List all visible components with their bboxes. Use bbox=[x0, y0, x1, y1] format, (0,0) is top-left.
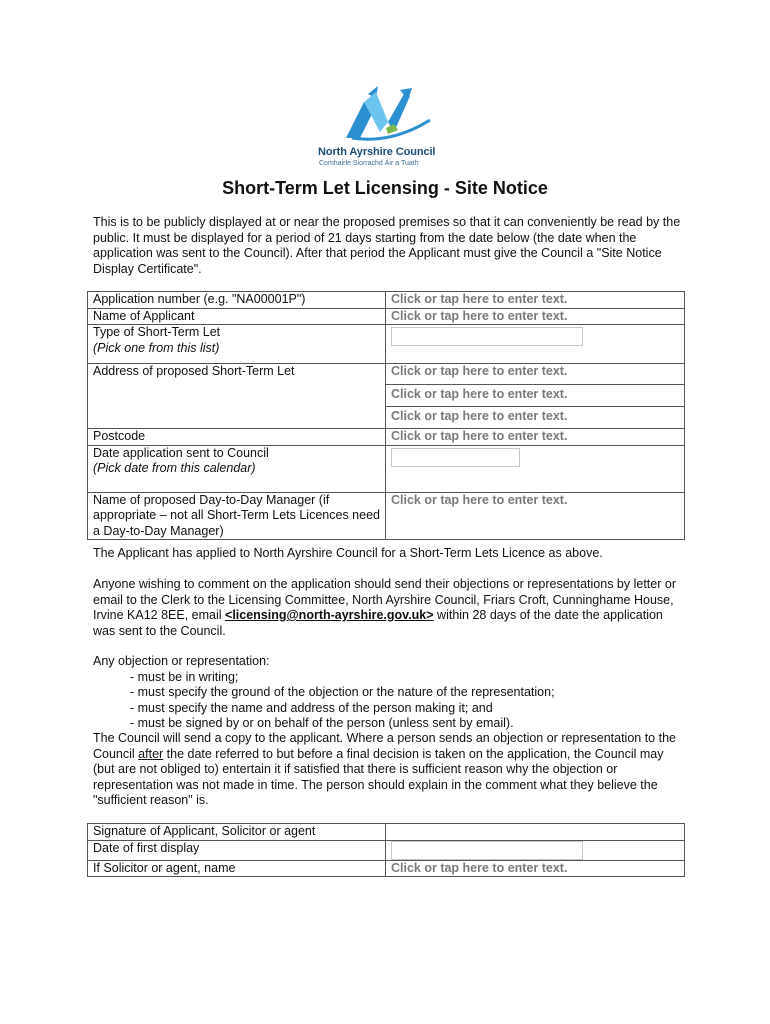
first-display-label: Date of first display bbox=[88, 840, 386, 860]
address-label: Address of proposed Short-Term Let bbox=[88, 364, 386, 429]
placeholder-text: Click or tap here to enter text. bbox=[391, 308, 568, 323]
let-type-hint: (Pick one from this list) bbox=[93, 340, 220, 355]
council-logo bbox=[318, 84, 488, 170]
application-date-hint: (Pick date from this calendar) bbox=[93, 461, 256, 475]
applicant-name-label: Name of Applicant bbox=[88, 308, 386, 325]
manager-field[interactable] bbox=[386, 492, 685, 540]
council-paragraph bbox=[93, 731, 683, 809]
signature-table bbox=[87, 823, 685, 877]
list-item: - must be in writing; bbox=[130, 669, 239, 684]
application-number-field[interactable] bbox=[386, 292, 685, 309]
placeholder-text: Click or tap here to enter text. bbox=[391, 387, 568, 401]
signature-label: Signature of Applicant, Solicitor or agent bbox=[88, 824, 386, 841]
list-item: - must specify the name and address of the person making it; and bbox=[130, 700, 493, 715]
objection-list bbox=[93, 670, 683, 732]
placeholder-text: Click or tap here to enter text. bbox=[391, 409, 568, 423]
first-display-cell bbox=[386, 840, 685, 860]
council-gaelic-name: Comhairle Siorrachd Àir a Tuath bbox=[319, 160, 419, 167]
application-date-cell bbox=[386, 445, 685, 492]
applicant-name-field[interactable] bbox=[386, 308, 685, 325]
table-row bbox=[88, 860, 685, 877]
let-type-label-cell bbox=[88, 325, 386, 364]
council-text: The Council will send a copy to the applicant. Where a person sends an objection or representation to the Council bbox=[93, 731, 676, 761]
table-row bbox=[88, 364, 685, 385]
let-type-dropdown[interactable] bbox=[391, 327, 583, 346]
table-row bbox=[88, 445, 685, 492]
intro-paragraph: This is to be publicly displayed at or near the proposed premises so that it can conveniently be read by the public. It must be displayed for a period of 21 days starting from the date below (the date when the application was sent to the Council). After that period the Applicant must give the Council a "Site Notice Display Certificate". bbox=[93, 215, 681, 276]
let-type-label: Type of Short-Term Let bbox=[93, 325, 221, 339]
comment-paragraph bbox=[93, 577, 683, 639]
placeholder-text: Click or tap here to enter text. bbox=[391, 429, 568, 443]
table-row bbox=[88, 308, 685, 325]
council-name: North Ayrshire Council bbox=[318, 146, 436, 158]
address-line-2-field[interactable] bbox=[386, 385, 685, 407]
postcode-label: Postcode bbox=[88, 429, 386, 446]
application-details-table bbox=[87, 291, 685, 540]
after-word: after bbox=[138, 746, 164, 761]
page-title: Short-Term Let Licensing - Site Notice bbox=[222, 178, 548, 198]
table-row bbox=[88, 824, 685, 841]
council-text-end: the date referred to but before a final decision is taken on the application, the Council may (but are not obliged to) entertain it if satisfied that there is sufficient reason why the objection or representation was not made in time. The person should explain in the comment what they believe the "sufficient reason" is. bbox=[93, 746, 664, 807]
first-display-date-picker[interactable] bbox=[391, 841, 583, 860]
table-row bbox=[88, 429, 685, 446]
comment-text: Anyone wishing to comment on the application should send their objections or representations by letter or email to the Clerk to the Licensing Committee, North Ayrshire Council, Friars Croft, Cunninghame House, Irvine KA12 8EE, email bbox=[93, 577, 676, 622]
list-item: - must specify the ground of the objection or the nature of the representation; bbox=[130, 685, 555, 699]
signature-field[interactable] bbox=[386, 824, 685, 841]
address-line-3-field[interactable] bbox=[386, 407, 685, 429]
solicitor-name-label: If Solicitor or agent, name bbox=[88, 860, 386, 877]
let-type-cell bbox=[386, 325, 685, 364]
table-row bbox=[88, 492, 685, 540]
north-ayrshire-council-logo-icon bbox=[342, 84, 434, 142]
applied-paragraph: The Applicant has applied to North Ayrshire Council for a Short-Term Lets Licence as above. bbox=[93, 546, 603, 560]
email-link[interactable]: <licensing@north-ayrshire.gov.uk> bbox=[225, 608, 434, 622]
table-row bbox=[88, 325, 685, 364]
solicitor-name-field[interactable] bbox=[386, 860, 685, 877]
comment-text-end: within 28 days of the date the application was sent to the Council. bbox=[93, 608, 663, 638]
placeholder-text: Click or tap here to enter text. bbox=[391, 860, 568, 875]
postcode-field[interactable] bbox=[386, 429, 685, 446]
address-line-1-field[interactable] bbox=[386, 364, 685, 385]
placeholder-text: Click or tap here to enter text. bbox=[391, 492, 568, 507]
table-row bbox=[88, 292, 685, 309]
manager-label: Name of proposed Day-to-Day Manager (if appropriate – not all Short-Term Lets Licences need a Day-to-Day Manager) bbox=[88, 492, 386, 540]
application-date-label-cell bbox=[88, 445, 386, 492]
application-number-label: Application number (e.g. "NA00001P") bbox=[88, 292, 386, 309]
objection-intro: Any objection or representation: bbox=[93, 654, 270, 668]
date-picker[interactable] bbox=[391, 448, 520, 467]
table-row bbox=[88, 840, 685, 860]
placeholder-text: Click or tap here to enter text. bbox=[391, 292, 568, 306]
placeholder-text: Click or tap here to enter text. bbox=[391, 364, 568, 378]
list-item: - must be signed by or on behalf of the person (unless sent by email). bbox=[130, 716, 514, 730]
application-date-label: Date application sent to Council bbox=[93, 445, 269, 460]
objection-requirements bbox=[93, 654, 683, 732]
